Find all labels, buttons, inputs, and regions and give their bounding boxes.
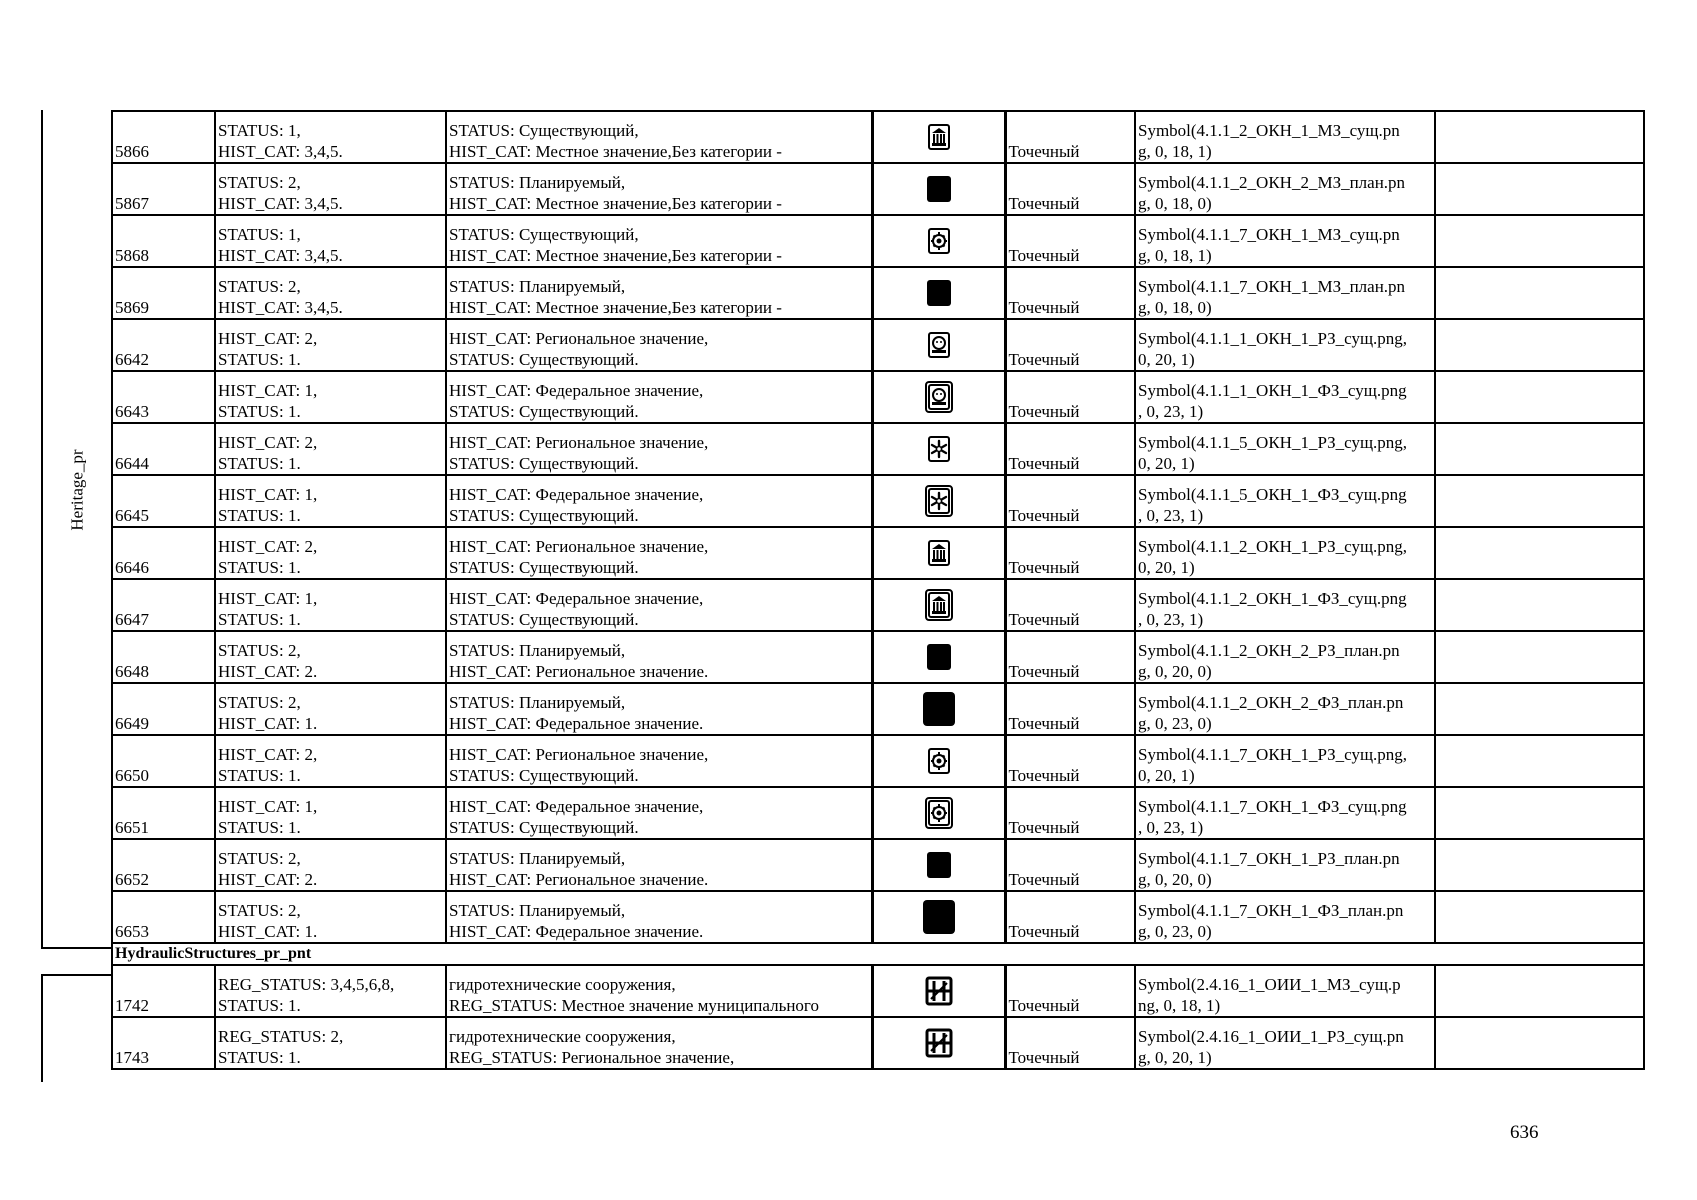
symbol-preview-cell bbox=[872, 371, 1005, 423]
code-line: HIST_CAT: 1, bbox=[218, 797, 318, 816]
geometry-type-cell: Точечный bbox=[1005, 267, 1135, 319]
description-cell bbox=[446, 891, 872, 943]
id-cell: 5868 bbox=[112, 215, 215, 267]
empty-cell bbox=[1435, 475, 1644, 527]
id-cell: 6646 bbox=[112, 527, 215, 579]
description-line: HIST_CAT: Местное значение,Без категории - bbox=[449, 142, 782, 161]
table-row bbox=[112, 111, 1644, 163]
id-cell: 5867 bbox=[112, 163, 215, 215]
id-cell: 6642 bbox=[112, 319, 215, 371]
geometry-type-cell: Точечный bbox=[1005, 579, 1135, 631]
id-cell: 6653 bbox=[112, 891, 215, 943]
symbol-line: Symbol(4.1.1_7_ОКН_1_МЗ_сущ.pn bbox=[1138, 225, 1400, 244]
description-line: HIST_CAT: Федеральное значение. bbox=[449, 922, 704, 941]
symbol-preview-cell bbox=[872, 965, 1005, 1017]
symbol-line: g, 0, 23, 0) bbox=[1138, 922, 1212, 941]
layer-group-border bbox=[41, 974, 43, 1082]
symbol-line: g, 0, 20, 1) bbox=[1138, 1048, 1212, 1067]
symbol-table bbox=[111, 110, 1645, 1070]
table-row bbox=[112, 527, 1644, 579]
symbol-line: Symbol(4.1.1_2_ОКН_1_МЗ_сущ.pn bbox=[1138, 121, 1400, 140]
geometry-type-cell: Точечный bbox=[1005, 319, 1135, 371]
empty-cell bbox=[1435, 319, 1644, 371]
symbol-definition-cell bbox=[1135, 839, 1435, 891]
description-line: STATUS: Существующий, bbox=[449, 225, 639, 244]
description-line: HIST_CAT: Региональное значение, bbox=[449, 537, 709, 556]
description-cell bbox=[446, 631, 872, 683]
description-cell bbox=[446, 787, 872, 839]
symbol-preview-cell bbox=[872, 163, 1005, 215]
code-line: HIST_CAT: 3,4,5. bbox=[218, 246, 343, 265]
description-line: HIST_CAT: Федеральное значение, bbox=[449, 797, 704, 816]
table-row bbox=[112, 215, 1644, 267]
symbol-definition-cell bbox=[1135, 787, 1435, 839]
table-row bbox=[112, 631, 1644, 683]
codes-cell bbox=[215, 423, 446, 475]
code-line: STATUS: 2, bbox=[218, 173, 301, 192]
empty-cell bbox=[1435, 527, 1644, 579]
description-cell bbox=[446, 1017, 872, 1069]
layer-group-border bbox=[41, 110, 43, 948]
code-line: STATUS: 1. bbox=[218, 766, 301, 785]
code-line: HIST_CAT: 2, bbox=[218, 329, 318, 348]
code-line: HIST_CAT: 2. bbox=[218, 662, 318, 681]
symbol-line: , 0, 23, 1) bbox=[1138, 402, 1204, 421]
description-cell bbox=[446, 579, 872, 631]
table-row bbox=[112, 787, 1644, 839]
id-cell: 6651 bbox=[112, 787, 215, 839]
symbol-line: g, 0, 18, 0) bbox=[1138, 194, 1212, 213]
gear-symbol-framed-icon bbox=[925, 802, 953, 821]
symbol-preview-cell bbox=[872, 319, 1005, 371]
description-line: HIST_CAT: Региональное значение. bbox=[449, 870, 709, 889]
symbol-definition-cell bbox=[1135, 735, 1435, 787]
empty-cell bbox=[1435, 735, 1644, 787]
symbol-line: g, 0, 18, 0) bbox=[1138, 298, 1212, 317]
filled-square-icon bbox=[925, 854, 953, 873]
symbol-line: ng, 0, 18, 1) bbox=[1138, 996, 1221, 1015]
table-row bbox=[112, 163, 1644, 215]
geometry-type-cell: Точечный bbox=[1005, 735, 1135, 787]
geometry-type-cell: Точечный bbox=[1005, 423, 1135, 475]
geometry-type-cell: Точечный bbox=[1005, 475, 1135, 527]
description-cell bbox=[446, 267, 872, 319]
id-cell: 6644 bbox=[112, 423, 215, 475]
symbol-preview-cell bbox=[872, 527, 1005, 579]
symbol-line: Symbol(4.1.1_1_ОКН_1_РЗ_сущ.png, bbox=[1138, 329, 1408, 348]
id-cell: 6648 bbox=[112, 631, 215, 683]
id-cell: 6643 bbox=[112, 371, 215, 423]
filled-square-large-icon bbox=[922, 698, 956, 717]
section-row bbox=[112, 943, 1644, 965]
symbol-line: 0, 20, 1) bbox=[1138, 766, 1195, 785]
layer-group-border bbox=[41, 974, 113, 976]
symbol-definition-cell bbox=[1135, 371, 1435, 423]
filled-square-icon bbox=[925, 178, 953, 197]
empty-cell bbox=[1435, 371, 1644, 423]
layer-label bbox=[58, 449, 98, 531]
geometry-type-cell: Точечный bbox=[1005, 163, 1135, 215]
layer-group-border bbox=[41, 947, 113, 949]
description-line: REG_STATUS: Региональное значение, bbox=[449, 1048, 735, 1067]
description-line: STATUS: Существующий. bbox=[449, 558, 639, 577]
symbol-preview-cell bbox=[872, 787, 1005, 839]
empty-cell bbox=[1435, 579, 1644, 631]
description-cell bbox=[446, 839, 872, 891]
table-row bbox=[112, 839, 1644, 891]
description-line: HIST_CAT: Федеральное значение, bbox=[449, 589, 704, 608]
hydraulic-structure-icon bbox=[925, 980, 953, 999]
symbol-line: g, 0, 20, 0) bbox=[1138, 662, 1212, 681]
table-row bbox=[112, 965, 1644, 1017]
codes-cell bbox=[215, 527, 446, 579]
symbol-line: , 0, 23, 1) bbox=[1138, 506, 1204, 525]
code-line: HIST_CAT: 3,4,5. bbox=[218, 142, 343, 161]
symbol-definition-cell bbox=[1135, 319, 1435, 371]
description-line: STATUS: Планируемый, bbox=[449, 277, 626, 296]
code-line: REG_STATUS: 2, bbox=[218, 1027, 344, 1046]
table-row bbox=[112, 579, 1644, 631]
code-line: STATUS: 2, bbox=[218, 849, 301, 868]
symbol-definition-cell bbox=[1135, 527, 1435, 579]
description-line: STATUS: Существующий, bbox=[449, 121, 639, 140]
description-line: STATUS: Существующий. bbox=[449, 766, 639, 785]
symbol-preview-cell bbox=[872, 891, 1005, 943]
description-cell bbox=[446, 319, 872, 371]
symbol-definition-cell bbox=[1135, 965, 1435, 1017]
code-line: STATUS: 1. bbox=[218, 454, 301, 473]
code-line: HIST_CAT: 3,4,5. bbox=[218, 298, 343, 317]
id-cell: 6645 bbox=[112, 475, 215, 527]
asterisk-symbol-icon bbox=[925, 438, 953, 457]
symbol-line: Symbol(4.1.1_5_ОКН_1_РЗ_сущ.png, bbox=[1138, 433, 1408, 452]
symbol-preview-cell bbox=[872, 839, 1005, 891]
geometry-type-cell: Точечный bbox=[1005, 787, 1135, 839]
symbol-line: Symbol(4.1.1_5_ОКН_1_ФЗ_сущ.png bbox=[1138, 485, 1407, 504]
description-cell bbox=[446, 527, 872, 579]
symbol-line: , 0, 23, 1) bbox=[1138, 818, 1204, 837]
id-cell: 5866 bbox=[112, 111, 215, 163]
symbol-definition-cell bbox=[1135, 1017, 1435, 1069]
symbol-line: 0, 20, 1) bbox=[1138, 350, 1195, 369]
symbol-preview-cell bbox=[872, 683, 1005, 735]
symbol-line: Symbol(4.1.1_2_ОКН_2_ФЗ_план.pn bbox=[1138, 693, 1404, 712]
codes-cell bbox=[215, 215, 446, 267]
symbol-preview-cell bbox=[872, 631, 1005, 683]
code-line: STATUS: 1. bbox=[218, 996, 301, 1015]
table-row bbox=[112, 735, 1644, 787]
code-line: HIST_CAT: 1, bbox=[218, 485, 318, 504]
description-line: HIST_CAT: Федеральное значение, bbox=[449, 485, 704, 504]
symbol-line: Symbol(4.1.1_7_ОКН_1_РЗ_план.pn bbox=[1138, 849, 1400, 868]
empty-cell bbox=[1435, 683, 1644, 735]
geometry-type-cell: Точечный bbox=[1005, 371, 1135, 423]
codes-cell bbox=[215, 163, 446, 215]
symbol-preview-cell bbox=[872, 215, 1005, 267]
empty-cell bbox=[1435, 267, 1644, 319]
description-line: REG_STATUS: Местное значение муниципального bbox=[449, 996, 819, 1015]
symbol-preview-cell bbox=[872, 475, 1005, 527]
code-line: STATUS: 2, bbox=[218, 641, 301, 660]
description-line: HIST_CAT: Местное значение,Без категории - bbox=[449, 298, 782, 317]
code-line: STATUS: 1. bbox=[218, 558, 301, 577]
code-line: STATUS: 1. bbox=[218, 402, 301, 421]
filled-square-icon bbox=[925, 646, 953, 665]
description-line: STATUS: Планируемый, bbox=[449, 173, 626, 192]
description-line: HIST_CAT: Региональное значение. bbox=[449, 662, 709, 681]
code-line: HIST_CAT: 2. bbox=[218, 870, 318, 889]
description-line: STATUS: Существующий. bbox=[449, 818, 639, 837]
description-line: STATUS: Существующий. bbox=[449, 454, 639, 473]
code-line: STATUS: 2, bbox=[218, 901, 301, 920]
symbol-line: Symbol(4.1.1_2_ОКН_2_МЗ_план.pn bbox=[1138, 173, 1406, 192]
code-line: REG_STATUS: 3,4,5,6,8, bbox=[218, 975, 395, 994]
empty-cell bbox=[1435, 839, 1644, 891]
symbol-line: 0, 20, 1) bbox=[1138, 558, 1195, 577]
codes-cell bbox=[215, 111, 446, 163]
symbol-line: g, 0, 20, 0) bbox=[1138, 870, 1212, 889]
section-title: HydraulicStructures_pr_pnt bbox=[112, 943, 1644, 965]
code-line: HIST_CAT: 2, bbox=[218, 537, 318, 556]
symbol-line: Symbol(4.1.1_1_ОКН_1_ФЗ_сущ.png bbox=[1138, 381, 1407, 400]
museum-building-icon bbox=[925, 126, 953, 145]
codes-cell bbox=[215, 735, 446, 787]
code-line: HIST_CAT: 1. bbox=[218, 714, 318, 733]
empty-cell bbox=[1435, 1017, 1644, 1069]
code-line: HIST_CAT: 3,4,5. bbox=[218, 194, 343, 213]
empty-cell bbox=[1435, 215, 1644, 267]
gear-symbol-icon bbox=[925, 750, 953, 769]
codes-cell bbox=[215, 1017, 446, 1069]
codes-cell bbox=[215, 683, 446, 735]
symbol-line: Symbol(2.4.16_1_ОИИ_1_МЗ_сущ.p bbox=[1138, 975, 1401, 994]
id-cell: 6649 bbox=[112, 683, 215, 735]
geometry-type-cell: Точечный bbox=[1005, 111, 1135, 163]
description-line: STATUS: Существующий. bbox=[449, 610, 639, 629]
description-line: STATUS: Планируемый, bbox=[449, 901, 626, 920]
code-line: HIST_CAT: 1, bbox=[218, 381, 318, 400]
symbol-line: Symbol(4.1.1_2_ОКН_1_РЗ_сущ.png, bbox=[1138, 537, 1408, 556]
symbol-line: Symbol(4.1.1_2_ОКН_2_РЗ_план.pn bbox=[1138, 641, 1400, 660]
description-line: гидротехнические сооружения, bbox=[449, 975, 676, 994]
symbol-line: 0, 20, 1) bbox=[1138, 454, 1195, 473]
page-number: 636 bbox=[1510, 1122, 1539, 1143]
symbol-line: Symbol(4.1.1_7_ОКН_1_МЗ_план.pn bbox=[1138, 277, 1406, 296]
symbol-line: Symbol(2.4.16_1_ОИИ_1_РЗ_сущ.pn bbox=[1138, 1027, 1404, 1046]
codes-cell bbox=[215, 839, 446, 891]
museum-building-framed-icon bbox=[925, 594, 953, 613]
codes-cell bbox=[215, 965, 446, 1017]
code-line: HIST_CAT: 1. bbox=[218, 922, 318, 941]
description-line: STATUS: Существующий. bbox=[449, 506, 639, 525]
geometry-type-cell: Точечный bbox=[1005, 631, 1135, 683]
geometry-type-cell: Точечный bbox=[1005, 215, 1135, 267]
symbol-definition-cell bbox=[1135, 163, 1435, 215]
codes-cell bbox=[215, 319, 446, 371]
symbol-definition-cell bbox=[1135, 683, 1435, 735]
code-line: STATUS: 1. bbox=[218, 818, 301, 837]
code-line: STATUS: 1. bbox=[218, 610, 301, 629]
description-line: HIST_CAT: Региональное значение, bbox=[449, 329, 709, 348]
table-row bbox=[112, 267, 1644, 319]
id-cell: 6650 bbox=[112, 735, 215, 787]
filled-square-icon bbox=[925, 282, 953, 301]
empty-cell bbox=[1435, 163, 1644, 215]
description-cell bbox=[446, 423, 872, 475]
symbol-line: Symbol(4.1.1_7_ОКН_1_ФЗ_план.pn bbox=[1138, 901, 1404, 920]
symbol-definition-cell bbox=[1135, 631, 1435, 683]
code-line: STATUS: 1. bbox=[218, 1048, 301, 1067]
description-cell bbox=[446, 163, 872, 215]
id-cell: 6647 bbox=[112, 579, 215, 631]
museum-building-icon bbox=[925, 542, 953, 561]
description-line: STATUS: Планируемый, bbox=[449, 641, 626, 660]
symbol-preview-cell bbox=[872, 267, 1005, 319]
description-cell bbox=[446, 965, 872, 1017]
symbol-line: g, 0, 18, 1) bbox=[1138, 246, 1212, 265]
description-line: HIST_CAT: Федеральное значение, bbox=[449, 381, 704, 400]
hydraulic-structure-icon bbox=[925, 1032, 953, 1051]
code-line: HIST_CAT: 2, bbox=[218, 745, 318, 764]
empty-cell bbox=[1435, 631, 1644, 683]
symbol-definition-cell bbox=[1135, 423, 1435, 475]
codes-cell bbox=[215, 475, 446, 527]
geometry-type-cell: Точечный bbox=[1005, 527, 1135, 579]
code-line: STATUS: 1. bbox=[218, 506, 301, 525]
geometry-type-cell: Точечный bbox=[1005, 839, 1135, 891]
description-line: STATUS: Существующий. bbox=[449, 350, 639, 369]
codes-cell bbox=[215, 579, 446, 631]
symbol-line: Symbol(4.1.1_2_ОКН_1_ФЗ_сущ.png bbox=[1138, 589, 1407, 608]
symbol-definition-cell bbox=[1135, 891, 1435, 943]
symbol-definition-cell bbox=[1135, 111, 1435, 163]
code-line: STATUS: 2, bbox=[218, 693, 301, 712]
description-line: STATUS: Планируемый, bbox=[449, 849, 626, 868]
code-line: STATUS: 2, bbox=[218, 277, 301, 296]
description-cell bbox=[446, 475, 872, 527]
asterisk-symbol-framed-icon bbox=[925, 490, 953, 509]
code-line: STATUS: 1, bbox=[218, 121, 301, 140]
symbol-line: Symbol(4.1.1_7_ОКН_1_ФЗ_сущ.png bbox=[1138, 797, 1407, 816]
symbol-preview-cell bbox=[872, 423, 1005, 475]
geometry-type-cell: Точечный bbox=[1005, 891, 1135, 943]
symbol-definition-cell bbox=[1135, 215, 1435, 267]
description-cell bbox=[446, 735, 872, 787]
empty-cell bbox=[1435, 111, 1644, 163]
codes-cell bbox=[215, 371, 446, 423]
geometry-type-cell: Точечный bbox=[1005, 1017, 1135, 1069]
layer-label-text: Heritage_pr bbox=[68, 449, 87, 531]
empty-cell bbox=[1435, 891, 1644, 943]
symbol-preview-cell bbox=[872, 735, 1005, 787]
table-row bbox=[112, 475, 1644, 527]
symbol-line: , 0, 23, 1) bbox=[1138, 610, 1204, 629]
table-row bbox=[112, 423, 1644, 475]
description-cell bbox=[446, 371, 872, 423]
filled-square-large-icon bbox=[922, 906, 956, 925]
symbol-preview-cell bbox=[872, 1017, 1005, 1069]
symbol-definition-cell bbox=[1135, 579, 1435, 631]
table-row bbox=[112, 683, 1644, 735]
codes-cell bbox=[215, 787, 446, 839]
description-line: HIST_CAT: Региональное значение, bbox=[449, 745, 709, 764]
description-line: HIST_CAT: Федеральное значение. bbox=[449, 714, 704, 733]
description-line: гидротехнические сооружения, bbox=[449, 1027, 676, 1046]
id-cell: 1742 bbox=[112, 965, 215, 1017]
description-line: HIST_CAT: Региональное значение, bbox=[449, 433, 709, 452]
symbol-definition-cell bbox=[1135, 267, 1435, 319]
table-row bbox=[112, 891, 1644, 943]
codes-cell bbox=[215, 267, 446, 319]
table-row bbox=[112, 319, 1644, 371]
code-line: STATUS: 1, bbox=[218, 225, 301, 244]
symbol-line: Symbol(4.1.1_7_ОКН_1_РЗ_сущ.png, bbox=[1138, 745, 1408, 764]
geometry-type-cell: Точечный bbox=[1005, 683, 1135, 735]
gear-symbol-icon bbox=[925, 230, 953, 249]
codes-cell bbox=[215, 891, 446, 943]
symbol-definition-cell bbox=[1135, 475, 1435, 527]
id-cell: 1743 bbox=[112, 1017, 215, 1069]
id-cell: 6652 bbox=[112, 839, 215, 891]
description-line: HIST_CAT: Местное значение,Без категории - bbox=[449, 194, 782, 213]
geometry-type-cell: Точечный bbox=[1005, 965, 1135, 1017]
empty-cell bbox=[1435, 423, 1644, 475]
symbol-preview-cell bbox=[872, 579, 1005, 631]
codes-cell bbox=[215, 631, 446, 683]
description-cell bbox=[446, 111, 872, 163]
description-cell bbox=[446, 683, 872, 735]
monument-face-icon bbox=[925, 334, 953, 353]
empty-cell bbox=[1435, 787, 1644, 839]
table-row bbox=[112, 1017, 1644, 1069]
description-line: STATUS: Планируемый, bbox=[449, 693, 626, 712]
code-line: HIST_CAT: 2, bbox=[218, 433, 318, 452]
description-cell bbox=[446, 215, 872, 267]
id-cell: 5869 bbox=[112, 267, 215, 319]
code-line: HIST_CAT: 1, bbox=[218, 589, 318, 608]
symbol-preview-cell bbox=[872, 111, 1005, 163]
description-line: HIST_CAT: Местное значение,Без категории - bbox=[449, 246, 782, 265]
table-row bbox=[112, 371, 1644, 423]
monument-face-framed-icon bbox=[925, 386, 953, 405]
symbol-line: g, 0, 23, 0) bbox=[1138, 714, 1212, 733]
description-line: STATUS: Существующий. bbox=[449, 402, 639, 421]
symbol-line: g, 0, 18, 1) bbox=[1138, 142, 1212, 161]
code-line: STATUS: 1. bbox=[218, 350, 301, 369]
empty-cell bbox=[1435, 965, 1644, 1017]
